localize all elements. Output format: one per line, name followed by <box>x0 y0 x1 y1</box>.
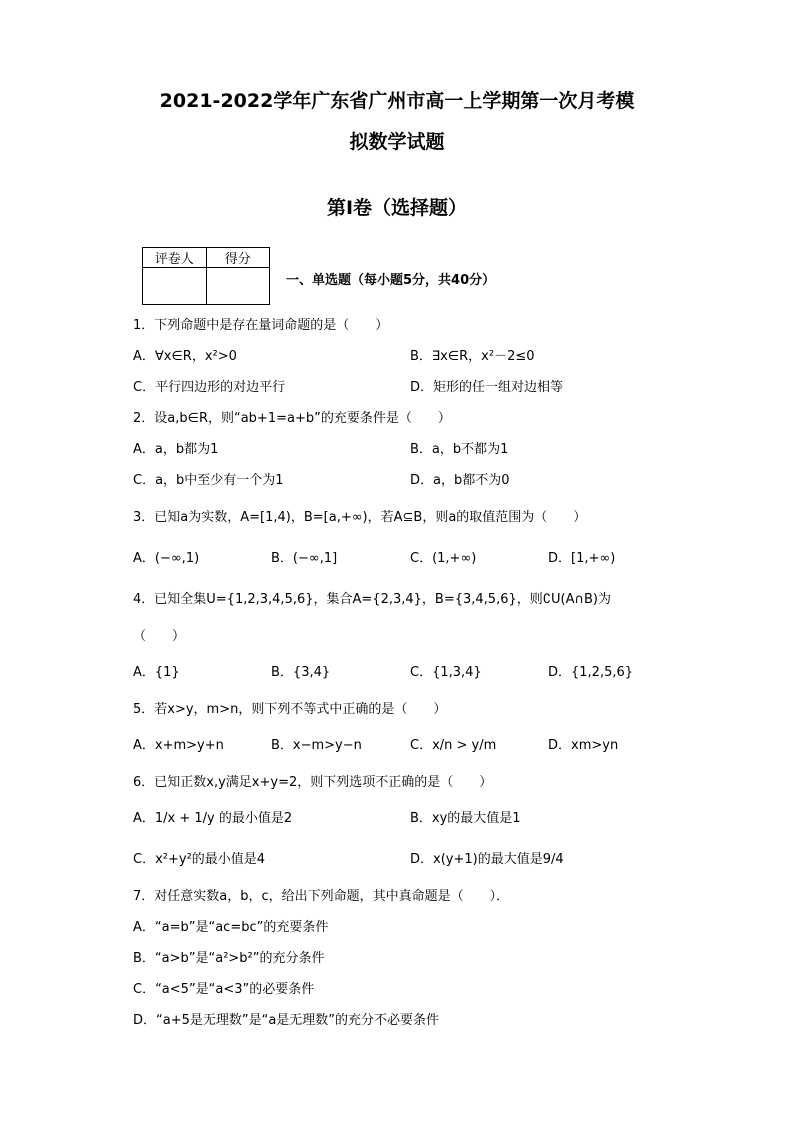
q4-option-c: C．{1,3,4} <box>410 665 482 680</box>
score-table-score-header: 得分 <box>206 248 270 268</box>
q4-stem: 4．已知全集U={1,2,3,4,5,6}，集合A={2,3,4}，B={3,4,5,6}，则∁U(A∩B)为 <box>133 592 612 607</box>
q1-stem: 1．下列命题中是存在量词命题的是（ ） <box>133 318 389 333</box>
section-title: 一、单选题（每小题5分，共40分） <box>286 273 496 288</box>
q4-option-d: D．{1,2,5,6} <box>548 665 634 680</box>
q5-option-a: A．x+m>y+n <box>133 738 224 753</box>
volume-title: 第Ⅰ卷（选择题） <box>326 197 468 219</box>
q5-stem: 5．若x>y，m>n，则下列不等式中正确的是（ ） <box>133 702 447 717</box>
q6-option-c: C．x²+y²的最小值是4 <box>133 852 266 867</box>
q1-option-a: A．∀x∈R，x²>0 <box>133 349 237 364</box>
q6-stem: 6．已知正数x,y满足x+y=2，则下列选项不正确的是（ ） <box>133 775 493 790</box>
document-title-line1: 2021-2022学年广东省广州市高一上学期第一次月考模 <box>159 90 635 112</box>
q3-stem: 3．已知a为实数，A=[1,4)，B=[a,+∞)，若A⊆B，则a的取值范围为（ ） <box>133 510 587 525</box>
q4-stem-continuation: （ ） <box>133 629 186 644</box>
q3-option-b: B．(−∞,1] <box>271 551 338 566</box>
q7-option-d: D．“a+5是无理数”是“a是无理数”的充分不必要条件 <box>133 1013 440 1028</box>
q7-stem: 7．对任意实数a，b，c，给出下列命题，其中真命题是（ ）． <box>133 889 510 904</box>
q4-option-b: B．{3,4} <box>271 665 331 680</box>
document-title-line2: 拟数学试题 <box>349 131 445 153</box>
q5-option-c: C．x/n > y/m <box>410 738 497 753</box>
q1-option-c: C．平行四边形的对边平行 <box>133 380 286 395</box>
q1-option-b: B．∃x∈R，x²－2≤0 <box>410 349 535 364</box>
q5-option-d: D．xm>yn <box>548 738 619 753</box>
q2-stem: 2．设a,b∈R，则“ab+1=a+b”的充要条件是（ ） <box>133 411 451 426</box>
score-table-grader-cell <box>143 268 207 305</box>
score-table <box>142 247 270 305</box>
q6-option-a: A．1/x + 1/y 的最小值是2 <box>133 811 293 826</box>
q3-option-c: C．(1,+∞) <box>410 551 477 566</box>
q2-option-b: B．a，b不都为1 <box>410 442 509 457</box>
q2-option-c: C．a，b中至少有一个为1 <box>133 473 284 488</box>
score-table-score-cell <box>206 268 270 305</box>
q6-option-d: D．x(y+1)的最大值是9/4 <box>410 852 564 867</box>
q4-option-a: A．{1} <box>133 665 180 680</box>
q6-option-b: B．xy的最大值是1 <box>410 811 521 826</box>
q7-option-b: B．“a>b”是“a²>b²”的充分条件 <box>133 951 325 966</box>
q3-option-a: A．(−∞,1) <box>133 551 200 566</box>
q7-option-a: A．“a=b”是“ac=bc”的充要条件 <box>133 920 329 935</box>
q2-option-d: D．a，b都不为0 <box>410 473 510 488</box>
q3-option-d: D．[1,+∞) <box>548 551 616 566</box>
q7-option-c: C．“a<5”是“a<3”的必要条件 <box>133 982 315 997</box>
q1-option-d: D．矩形的任一组对边相等 <box>410 380 564 395</box>
q5-option-b: B．x−m>y−n <box>271 738 362 753</box>
q2-option-a: A．a，b都为1 <box>133 442 219 457</box>
score-table-grader-header: 评卷人 <box>143 248 207 268</box>
